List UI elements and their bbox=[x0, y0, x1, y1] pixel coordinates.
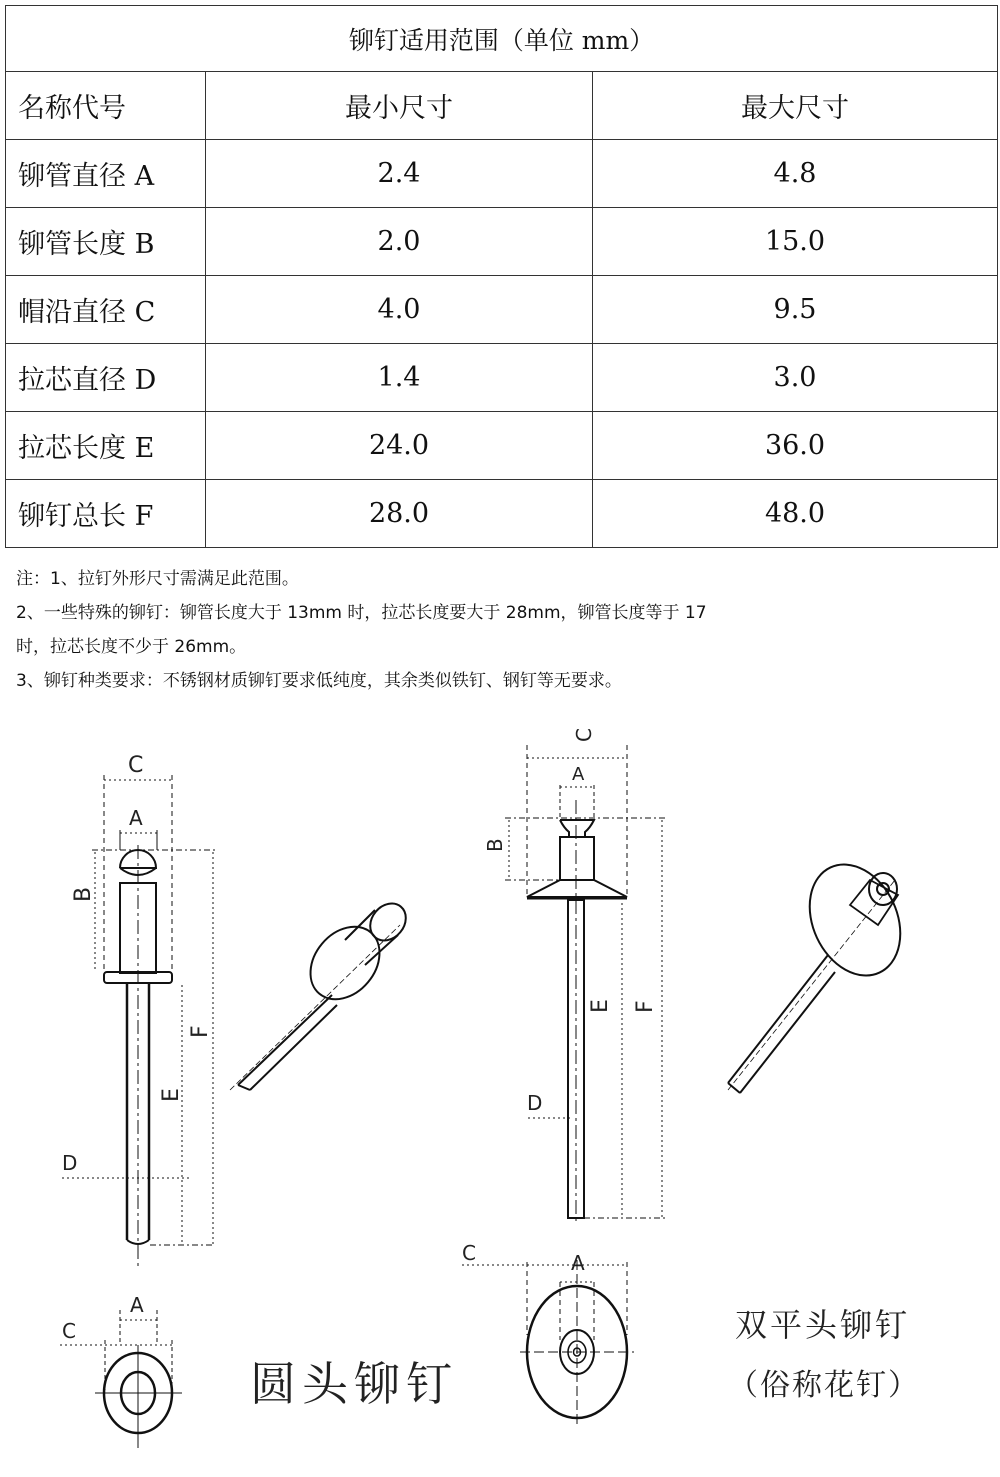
table-title-row bbox=[6, 6, 998, 72]
double-flat-head-rivet-end-view bbox=[462, 1241, 634, 1425]
svg-text:B: B bbox=[483, 838, 507, 852]
svg-text:E: E bbox=[159, 1088, 184, 1102]
round-head-rivet-3d-view bbox=[230, 896, 413, 1090]
svg-text:E: E bbox=[588, 999, 613, 1013]
svg-text:A: A bbox=[130, 1293, 144, 1317]
notes-section bbox=[16, 562, 996, 698]
row-min: 4.0 bbox=[206, 276, 593, 344]
note-1: 注：1、拉钉外形尺寸需满足此范围。 bbox=[16, 569, 299, 589]
double-flat-head-rivet-3d-view bbox=[728, 850, 918, 1093]
svg-text:A: A bbox=[129, 806, 143, 830]
row-min: 2.4 bbox=[206, 140, 593, 208]
row-max: 3.0 bbox=[593, 344, 998, 412]
table-row bbox=[6, 344, 998, 412]
double-flat-head-rivet-caption: 双平头铆钉 bbox=[735, 1306, 911, 1344]
row-name: 拉芯长度 E bbox=[6, 412, 206, 480]
table-header-row bbox=[6, 72, 998, 140]
row-max: 48.0 bbox=[593, 480, 998, 548]
table-row bbox=[6, 140, 998, 208]
svg-text:C: C bbox=[128, 753, 144, 778]
row-min: 2.0 bbox=[206, 208, 593, 276]
header-min: 最小尺寸 bbox=[206, 72, 593, 140]
row-min: 1.4 bbox=[206, 344, 593, 412]
svg-text:F: F bbox=[188, 1025, 213, 1038]
row-max: 9.5 bbox=[593, 276, 998, 344]
table-row bbox=[6, 480, 998, 548]
table-row bbox=[6, 412, 998, 480]
table-title: 铆钉适用范围（单位 mm） bbox=[6, 6, 998, 72]
svg-text:F: F bbox=[633, 1000, 658, 1013]
svg-text:A: A bbox=[571, 1251, 585, 1275]
svg-text:B: B bbox=[71, 886, 96, 902]
rivet-spec-table bbox=[5, 5, 998, 548]
svg-text:D: D bbox=[62, 1151, 78, 1175]
svg-text:C: C bbox=[462, 1241, 476, 1265]
row-min: 28.0 bbox=[206, 480, 593, 548]
row-name: 铆管直径 A bbox=[6, 140, 206, 208]
row-max: 36.0 bbox=[593, 412, 998, 480]
round-head-rivet-end-view bbox=[60, 1293, 182, 1448]
svg-text:A: A bbox=[572, 764, 585, 785]
double-flat-head-rivet-alias: （俗称花钉） bbox=[728, 1368, 920, 1403]
row-name: 帽沿直径 C bbox=[6, 276, 206, 344]
row-max: 4.8 bbox=[593, 140, 998, 208]
row-name: 铆钉总长 F bbox=[6, 480, 206, 548]
row-max: 15.0 bbox=[593, 208, 998, 276]
row-name: 拉芯直径 D bbox=[6, 344, 206, 412]
note-3: 3、铆钉种类要求：不锈钢材质铆钉要求低纯度，其余类似铁钉、钢钉等无要求。 bbox=[16, 671, 622, 691]
note-2-cont: 时，拉芯长度不少于 26mm。 bbox=[16, 637, 247, 657]
row-min: 24.0 bbox=[206, 412, 593, 480]
svg-text:D: D bbox=[527, 1091, 543, 1115]
table-row bbox=[6, 276, 998, 344]
double-flat-head-rivet-side-view bbox=[483, 728, 665, 1225]
round-head-rivet-caption: 圆头铆钉 bbox=[250, 1357, 458, 1411]
header-name: 名称代号 bbox=[6, 72, 206, 140]
note-2: 2、一些特殊的铆钉：铆管长度大于 13mm 时，拉芯长度要大于 28mm，铆管长度等于 17 bbox=[16, 603, 707, 623]
header-max: 最大尺寸 bbox=[593, 72, 998, 140]
round-head-rivet-side-view bbox=[62, 753, 215, 1270]
table-row bbox=[6, 208, 998, 276]
svg-text:C: C bbox=[62, 1319, 76, 1343]
row-name: 铆管长度 B bbox=[6, 208, 206, 276]
svg-text:C: C bbox=[572, 728, 596, 742]
